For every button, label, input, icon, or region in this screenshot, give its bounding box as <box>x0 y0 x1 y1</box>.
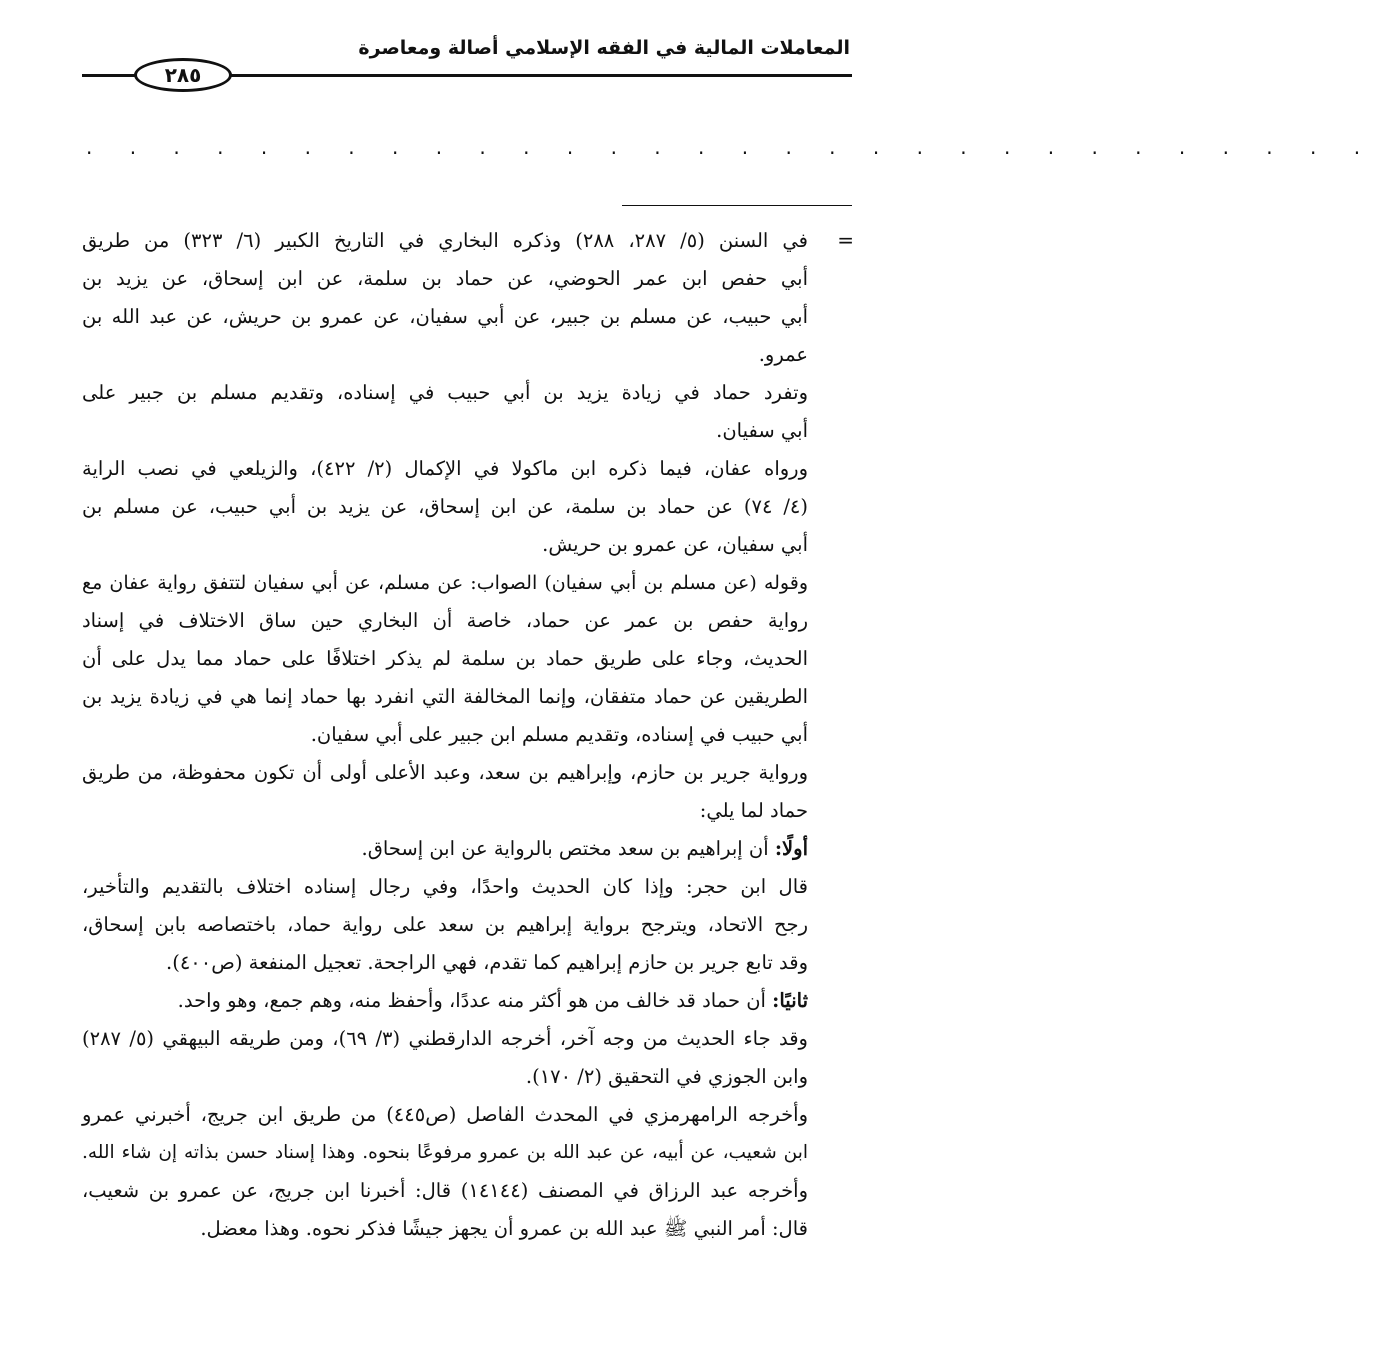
point-label-second: ثانيًا: <box>772 989 808 1012</box>
footnote-rule <box>622 205 852 206</box>
footnote-line: وأخرجه عبد الرزاق في المصنف (١٤١٤٤) قال: أخبرنا ابن جريج، عن عمرو بن شعيب، <box>82 1179 808 1202</box>
footnote-continuation-mark: = <box>837 228 854 252</box>
footnote-line: أبي سفيان، عن عمرو بن حريش. <box>542 533 808 556</box>
footnote-line: وقد جاء الحديث من وجه آخر، أخرجه الدارقطني (٣/ ٦٩)، ومن طريقه البيهقي (٥/ ٢٨٧) <box>82 1027 808 1050</box>
footnote-line: رجح الاتحاد، ويترجح برواية إبراهيم بن سعد على رواية حماد، باختصاصه بابن إسحاق، <box>82 913 808 936</box>
footnote-line-second-point <box>82 982 808 1020</box>
footnote-body <box>82 222 808 1248</box>
footnote-line: ورواه عفان، فيما ذكره ابن ماكولا في الإكمال (٢/ ٤٢٢)، والزيلعي في نصب الراية <box>82 457 808 480</box>
footnote-line: في السنن (٥/ ٢٨٧، ٢٨٨) وذكره البخاري في التاريخ الكبير (٦/ ٣٢٣) من طريق <box>82 229 808 252</box>
footnote-line: قال ابن حجر: وإذا كان الحديث واحدًا، وفي رجال إسناده اختلاف بالتقديم والتأخير، <box>82 875 808 898</box>
footnote-line: وتفرد حماد في زيادة يزيد بن أبي حبيب في إسناده، وتقديم مسلم بن جبير على <box>82 381 808 404</box>
footnote-line: وابن الجوزي في التحقيق (٢/ ١٧٠). <box>525 1065 808 1088</box>
footnote-line: أبي سفيان. <box>716 419 808 442</box>
point-label-first: أولًا: <box>774 837 808 860</box>
point-text-first: أن إبراهيم بن سعد مختص بالرواية عن ابن إسحاق. <box>361 837 775 860</box>
footnote-line: وقد تابع جرير بن حازم إبراهيم كما تقدم، فهي الراجحة. تعجيل المنفعة (ص٤٠٠). <box>166 951 808 974</box>
footnote-line: قال: أمر النبي ﷺ عبد الله بن عمرو أن يجهز جيشًا فذكر نحوه. وهذا معضل. <box>200 1217 808 1240</box>
section-separator-dots: . . . . . . . . . . . . . . . . . . . . . . . . . . . . . . <box>86 135 1376 159</box>
footnote-line: أبي حفص ابن عمر الحوضي، عن حماد بن سلمة، عن ابن إسحاق، عن يزيد بن <box>82 267 808 290</box>
footnote-line: ورواية جرير بن حازم، وإبراهيم بن سعد، وعبد الأعلى أولى أن تكون محفوظة، من طريق <box>82 761 808 784</box>
footnote-line: ابن شعيب، عن أبيه، عن عبد الله بن عمرو مرفوعًا بنحوه. وهذا إسناد حسن بذاته إن شاء الله. <box>82 1142 808 1163</box>
point-text-second: أن حماد قد خالف من هو أكثر منه عددًا، وأحفظ منه، وهم جمع، وهو واحد. <box>177 989 773 1012</box>
footnote-line: أبي حبيب في إسناده، وتقديم مسلم ابن جبير على أبي سفيان. <box>310 723 808 746</box>
footnote-line: الطريقين عن حماد متفقان، وإنما المخالفة التي انفرد بها حماد إنما هي في زيادة يزيد بن <box>82 685 808 708</box>
footnote-line: أبي حبيب، عن مسلم بن جبير، عن أبي سفيان، عن عمرو بن حريش، عن عبد الله بن <box>82 305 808 328</box>
page-number: ٢٨٥ <box>134 58 232 92</box>
footnote-line: رواية حفص بن عمر عن حماد، خاصة أن البخاري حين ساق الاختلاف في إسناد <box>82 609 808 632</box>
footnote-line: عمرو. <box>758 343 808 366</box>
footnote-line-first-point <box>82 830 808 868</box>
running-title: المعاملات المالية في الفقه الإسلامي أصالة ومعاصرة <box>358 37 850 59</box>
footnote-line: وقوله (عن مسلم بن أبي سفيان) الصواب: عن مسلم، عن أبي سفيان لتتفق رواية عفان مع <box>82 572 808 594</box>
footnote-line: الحديث، وجاء على طريق حماد بن سلمة لم يذكر اختلافًا على حماد مما يدل على أن <box>82 647 808 670</box>
footnote-line: وأخرجه الرامهرمزي في المحدث الفاصل (ص٤٤٥) من طريق ابن جريج، أخبرني عمرو <box>82 1103 808 1126</box>
footnote-line: حماد لما يلي: <box>699 799 808 822</box>
footnote-line: (٤/ ٧٤) عن حماد بن سلمة، عن ابن إسحاق، عن يزيد بن أبي حبيب، عن مسلم بن <box>82 495 808 518</box>
